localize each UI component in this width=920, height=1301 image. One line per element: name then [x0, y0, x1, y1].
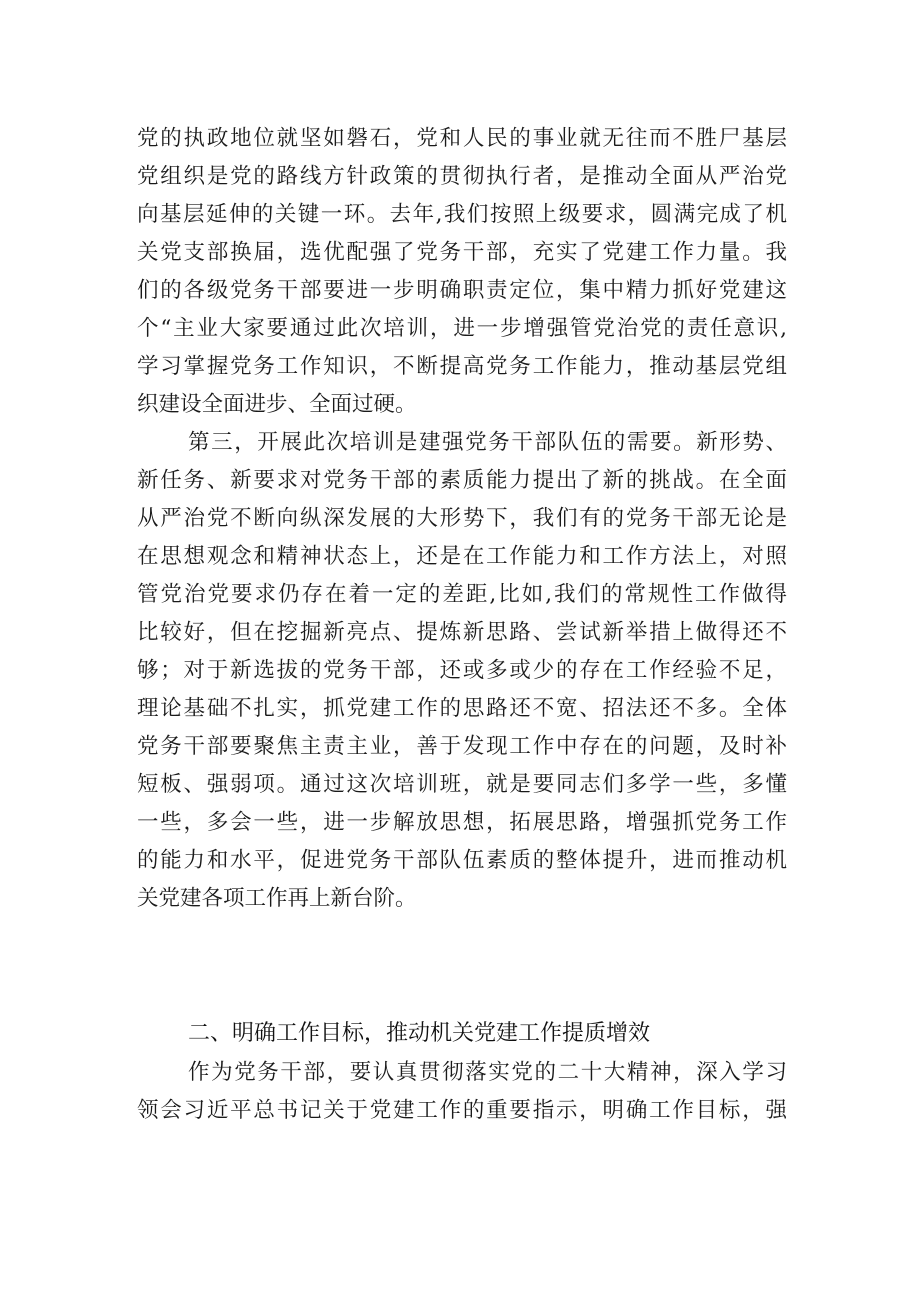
- text-line: 管党治党要求仍存在着一定的差距,比如,我们的常规性工作做得: [137, 582, 787, 607]
- text-line: 够；对于新选拔的党务干部，还或多或少的存在工作经验不足，: [137, 658, 787, 683]
- text-line: 向基层延伸的关键一环。去年,我们按照上级要求，圆满完成了机: [137, 202, 787, 227]
- text-line: 新任务、新要求对党务干部的素质能力提出了新的挑战。在全面: [137, 468, 787, 493]
- text-line: 的能力和水平，促进党务干部队伍素质的整体提升，进而推动机: [137, 848, 787, 873]
- text-line: 学习掌握党务工作知识，不断提高党务工作能力，推动基层党组: [137, 354, 787, 379]
- text-line: 短板、强弱项。通过这次培训班，就是要同志们多学一些，多懂: [137, 772, 787, 797]
- text-line: 在思想观念和精神状态上，还是在工作能力和工作方法上，对照: [137, 544, 787, 569]
- text-line: 从严治党不断向纵深发展的大形势下，我们有的党务干部无论是: [137, 506, 787, 531]
- text-line: 第三，开展此次培训是建强党务干部队伍的需要。新形势、: [188, 430, 787, 455]
- text-line: 作为党务干部，要认真贯彻落实党的二十大精神，深入学习: [188, 1060, 787, 1085]
- text-line: 领会习近平总书记关于党建工作的重要指示，明确工作目标，强: [137, 1098, 787, 1123]
- text-line: 织建设全面进步、全面过硬。: [137, 392, 417, 417]
- text-line: 一些，多会一些，进一步解放思想，拓展思路，增强抓党务工作: [137, 810, 787, 835]
- section-heading: 二、明确工作目标，推动机关党建工作提质增效: [188, 1021, 651, 1046]
- text-line: 党务干部要聚焦主责主业，善于发现工作中存在的问题，及时补: [137, 734, 787, 759]
- text-line: 关党支部换届，选优配强了党务干部，充实了党建工作力量。我: [137, 240, 787, 265]
- text-line: 党的执政地位就坚如磐石，党和人民的事业就无往而不胜尸基层: [137, 126, 787, 151]
- text-line: 党组织是党的路线方针政策的贯彻执行者，是推动全面从严治党: [137, 164, 787, 189]
- text-line: 关党建各项工作再上新台阶。: [137, 886, 417, 911]
- text-line: 们的各级党务干部要进一步明确职责定位，集中精力抓好党建这: [137, 278, 787, 303]
- text-line: 比较好，但在挖掘新亮点、提炼新思路、尝试新举措上做得还不: [137, 620, 787, 645]
- text-line: 个“主业大家要通过此次培训，进一步增强管党治党的责任意识,: [137, 316, 787, 341]
- text-line: 理论基础不扎实，抓党建工作的思路还不宽、招法还不多。全体: [137, 696, 787, 721]
